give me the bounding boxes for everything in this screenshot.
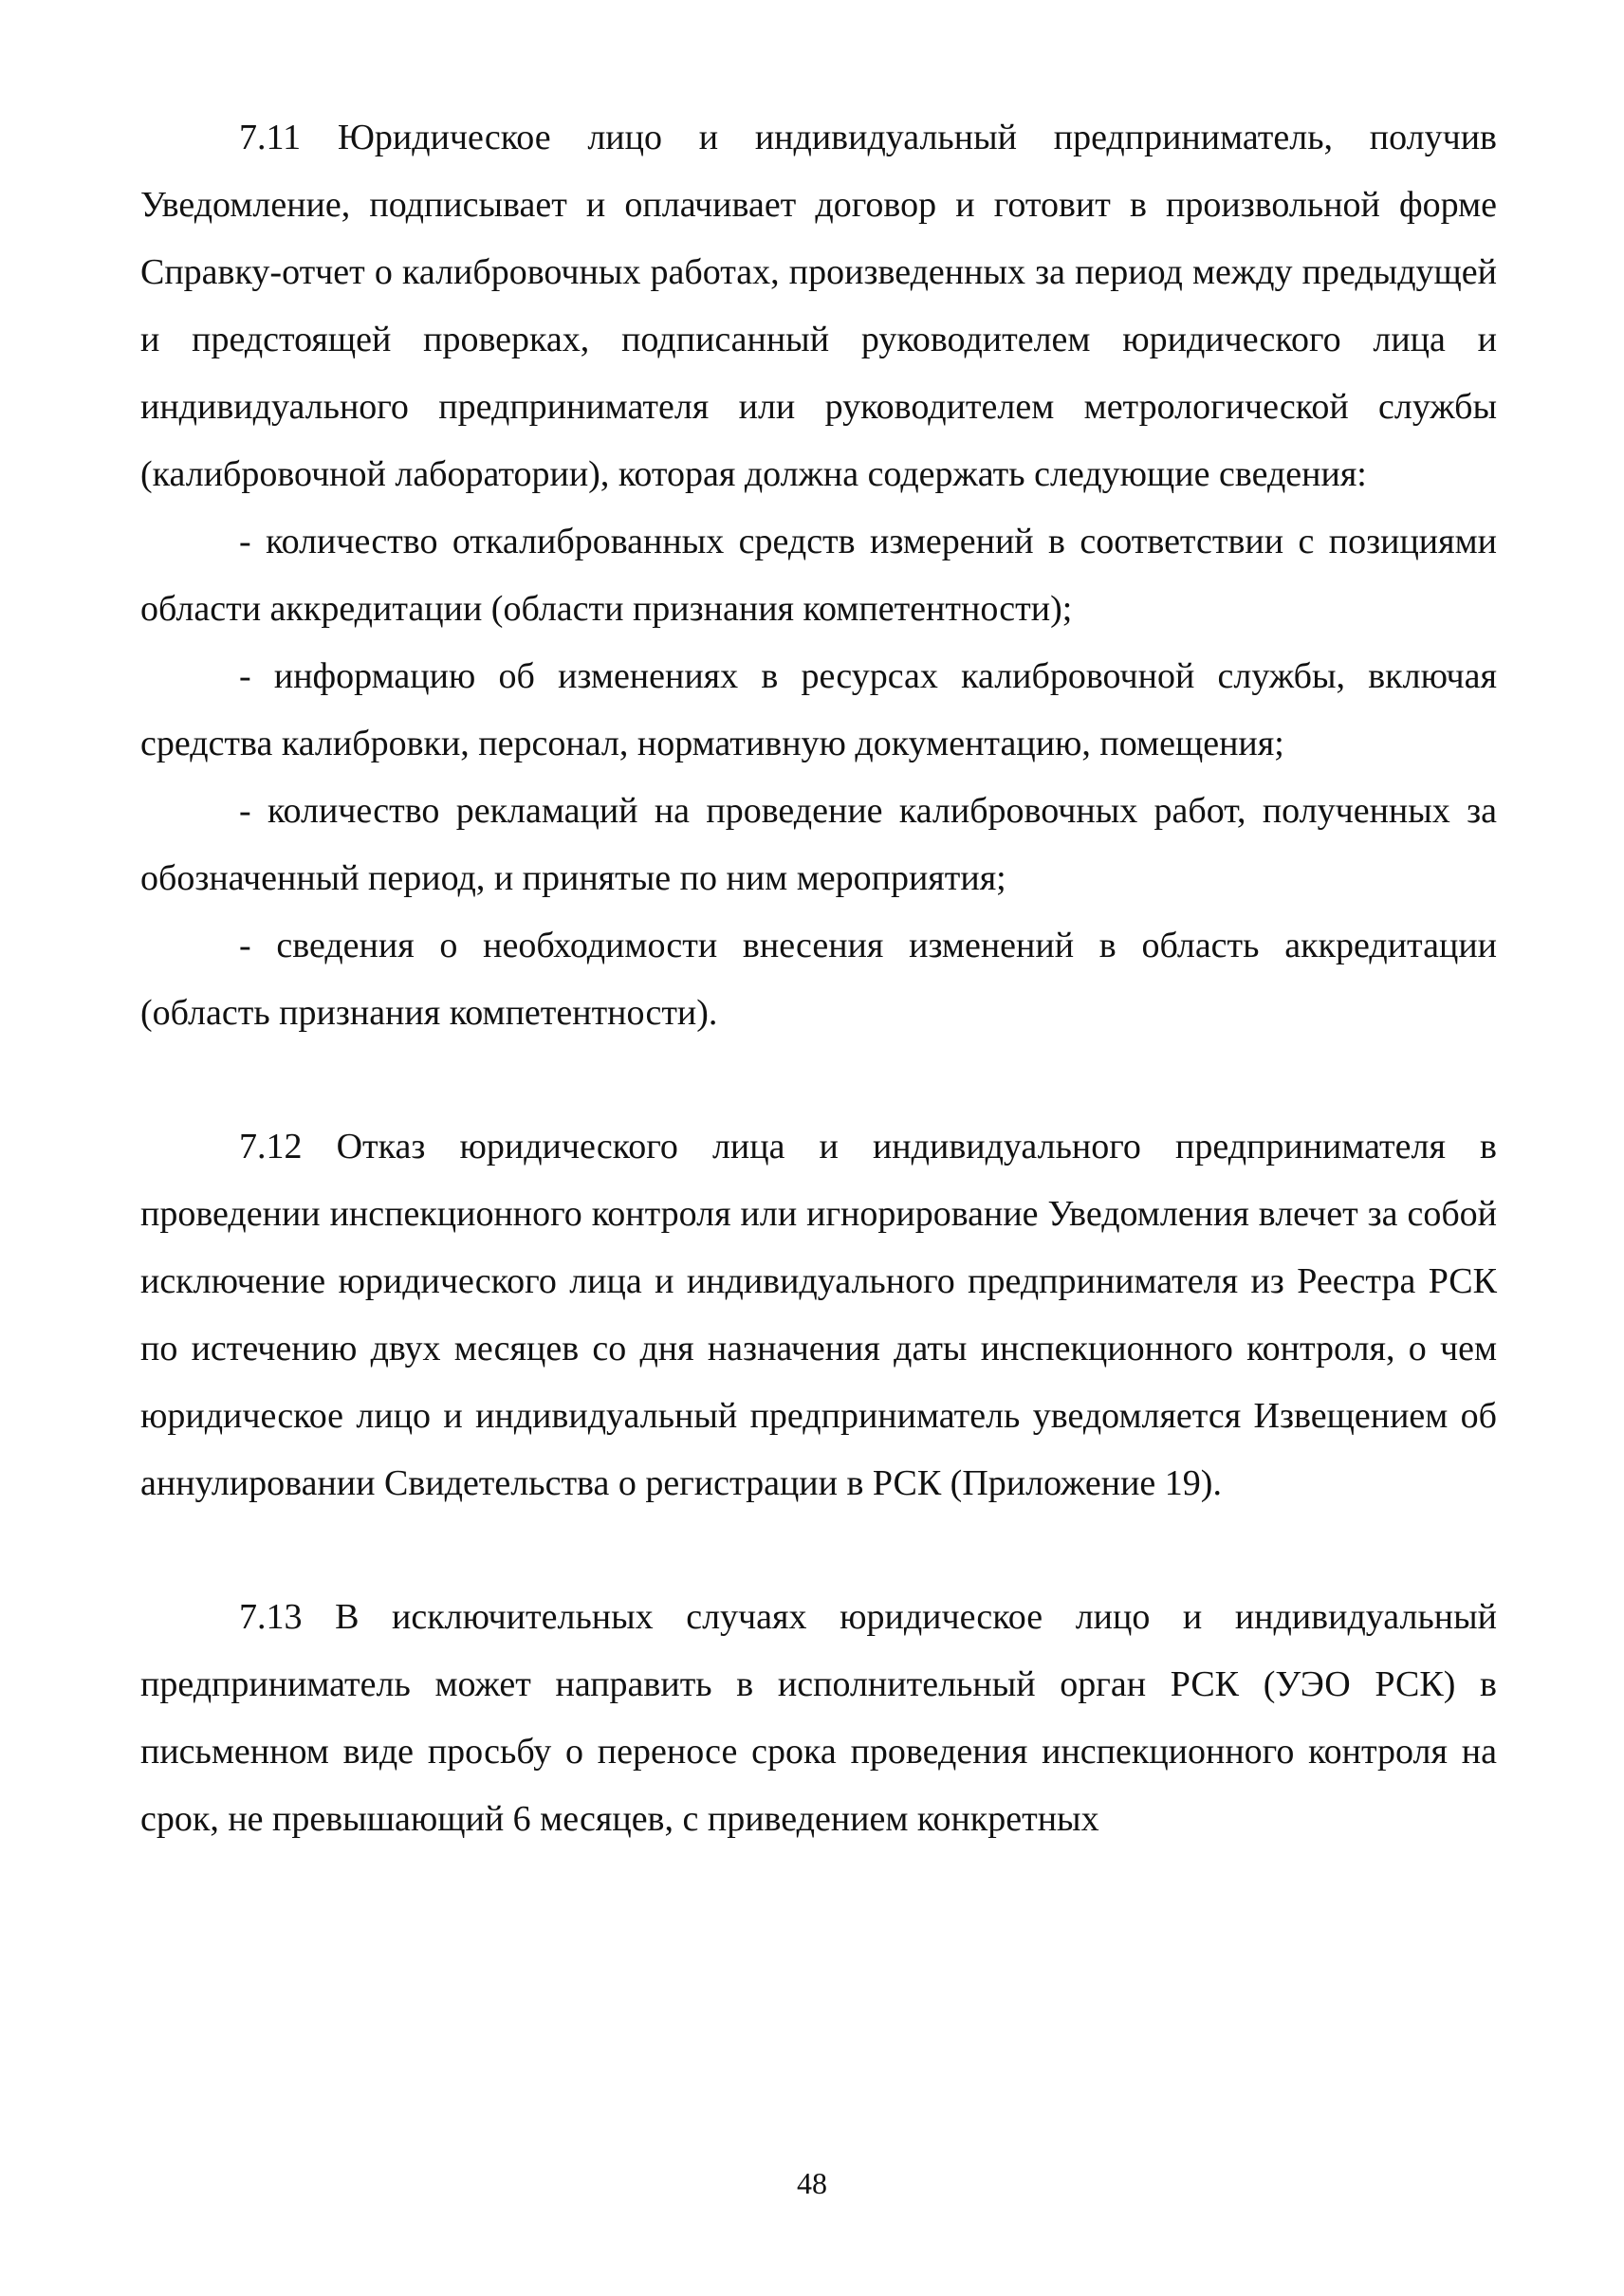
paragraph-spacer <box>140 1047 1497 1113</box>
list-item-resource-changes: - информацию об изменениях в ресурсах калибровочной службы, включая средства калибровки, персонал, нормативную документацию, помещения; <box>140 656 1497 763</box>
paragraph-7-12: 7.12 Отказ юридического лица и индивидуального предпринимателя в проведении инспекционного контроля или игнорирование Уведомления влечет за собой исключение юридического лица и индивидуального предпринимателя из Реестра РСК по истечению двух месяцев со дня назначения даты инспекционного контроля, о чем юридическое лицо и индивидуальный предприниматель уведомляется Извещением об аннулировании Свидетельства о регистрации в РСК (Приложение 19). <box>140 1127 1497 1503</box>
paragraph-spacer <box>140 1517 1497 1584</box>
page-number: 48 <box>797 2166 827 2200</box>
list-item-accreditation-changes: - сведения о необходимости внесения изменений в область аккредитации (область признания компетентности). <box>140 926 1497 1033</box>
list-item-complaints: - количество рекламаций на проведение калибровочных работ, полученных за обозначенный период, и принятые по ним мероприятия; <box>140 791 1497 898</box>
paragraph-7-11: 7.11 Юридическое лицо и индивидуальный предприниматель, получив Уведомление, подписывает и оплачивает договор и готовит в произвольной форме Справку-отчет о калибровочных работах, произведенных за период между предыдущей и предстоящей проверках, подписанный руководителем юридического лица и индивидуального предпринимателя или руководителем метрологической службы (калибровочной лаборатории), которая должна содержать следующие сведения: <box>140 118 1497 494</box>
document-page <box>140 104 1497 1853</box>
paragraph-7-13: 7.13 В исключительных случаях юридическое лицо и индивидуальный предприниматель может направить в исполнительный орган РСК (УЭО РСК) в письменном виде просьбу о переносе срока проведения инспекционного контроля на срок, не превышающий 6 месяцев, с приведением конкретных <box>140 1597 1497 1839</box>
list-item-calibrated-instruments: - количество откалиброванных средств измерений в соответствии с позициями области аккредитации (области признания компетентности); <box>140 522 1497 629</box>
